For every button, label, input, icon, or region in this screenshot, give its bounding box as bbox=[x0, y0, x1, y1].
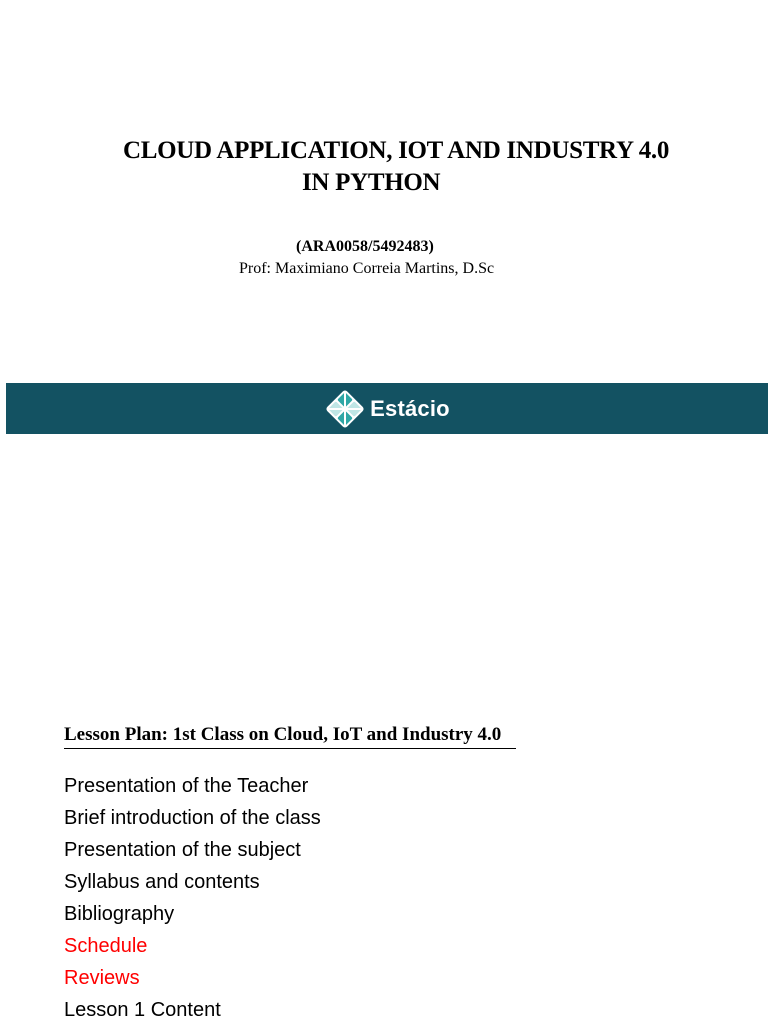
lesson-item-presentation-teacher: Presentation of the Teacher bbox=[64, 775, 309, 797]
institution-banner bbox=[6, 383, 768, 434]
lesson-item-presentation-subject: Presentation of the subject bbox=[64, 839, 301, 861]
document-title-line-1: CLOUD APPLICATION, IOT AND INDUSTRY 4.0 bbox=[123, 137, 670, 164]
document-title-line-2: IN PYTHON bbox=[302, 169, 441, 196]
lesson-plan-list bbox=[64, 770, 321, 1026]
lesson-plan-title: Lesson Plan: 1st Class on Cloud, IoT and Industry 4.0 bbox=[64, 724, 502, 745]
lesson-item-syllabus: Syllabus and contents bbox=[64, 871, 260, 893]
estacio-logo-icon bbox=[324, 388, 366, 430]
lesson-item-bibliography: Bibliography bbox=[64, 903, 175, 925]
lesson-title-underline bbox=[64, 748, 516, 749]
professor-name: Prof: Maximiano Correia Martins, D.Sc bbox=[239, 260, 495, 277]
lesson-item-reviews: Reviews bbox=[64, 967, 140, 989]
lesson-item-schedule: Schedule bbox=[64, 935, 148, 957]
logo-wordmark: Estácio bbox=[370, 395, 450, 421]
course-code: (ARA0058/5492483) bbox=[296, 238, 434, 255]
estacio-logo bbox=[324, 388, 450, 430]
lesson-item-introduction: Brief introduction of the class bbox=[64, 807, 321, 829]
lesson-item-content: Lesson 1 Content bbox=[64, 999, 221, 1021]
